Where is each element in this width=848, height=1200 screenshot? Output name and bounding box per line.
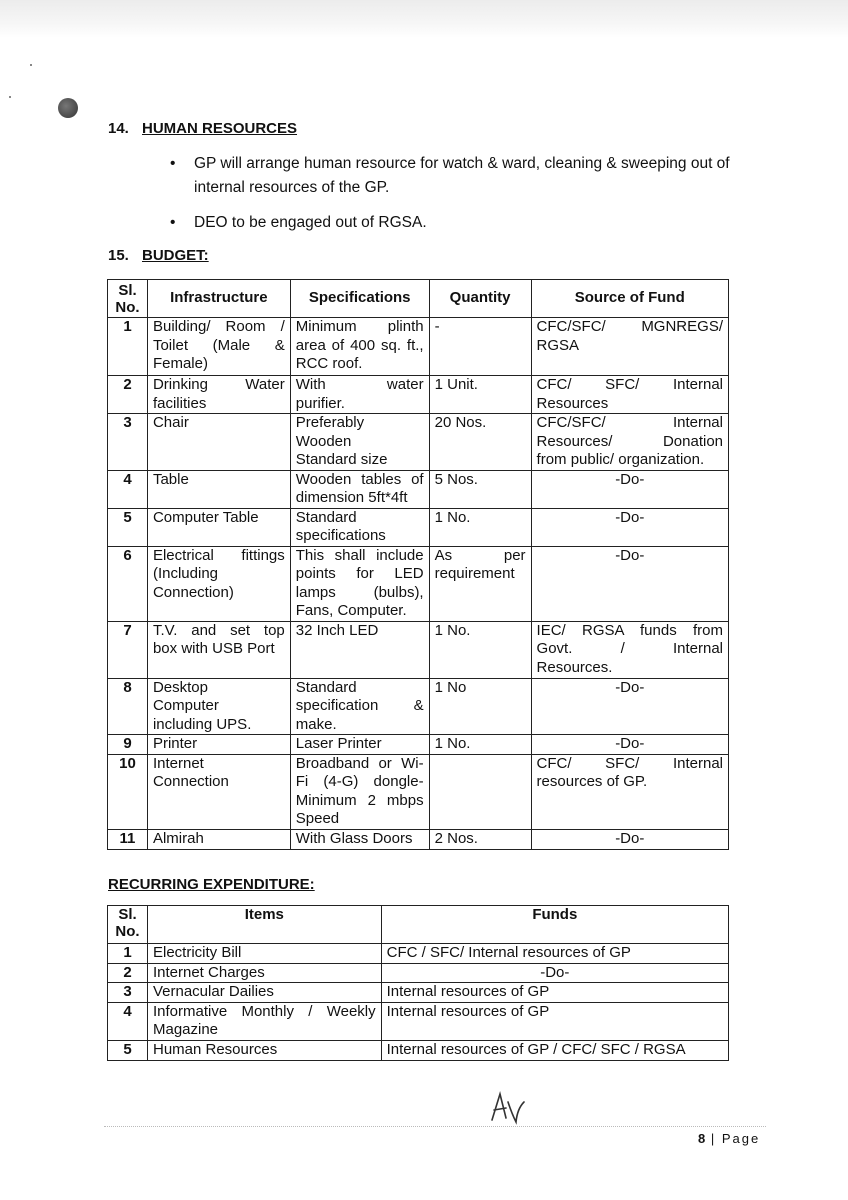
cell-fund: [531, 546, 728, 621]
cell-line: IEC/ RGSA funds from: [536, 621, 723, 639]
cell-fund: [531, 754, 728, 829]
cell-line: Resources.: [536, 658, 613, 676]
cell-infra: [147, 735, 290, 755]
cell-funds: Internal resources of GP / CFC/ SFC / RGSA: [381, 1040, 728, 1060]
page-number: 8: [698, 1131, 706, 1146]
cell-line: Wooden tables of: [295, 470, 424, 488]
cell-line: Almirah: [152, 829, 204, 847]
cell-qty: [429, 318, 531, 376]
cell-infra: [147, 470, 290, 508]
header-sl-no: Sl. No.: [108, 906, 148, 944]
cell-sl-no: 4: [108, 1002, 148, 1040]
page-label: | Page: [710, 1131, 761, 1146]
table-row: [108, 1040, 729, 1060]
cell-fund: [531, 735, 728, 755]
cell-line: Fi (4-G) dongle-: [295, 773, 424, 790]
section-14-heading: [108, 120, 297, 137]
cell-line: 20 Nos.: [434, 414, 487, 431]
cell-sl-no: 3: [108, 414, 148, 471]
cell-spec: [290, 508, 429, 546]
cell-line: -Do-: [615, 678, 645, 696]
cell-fund: [531, 621, 728, 678]
table-row: [108, 944, 729, 964]
cell-line: Internet Charges: [152, 963, 265, 981]
cell-line: Resources: [536, 394, 609, 412]
cell-line: This shall include: [295, 546, 424, 564]
cell-line: Wooden: [295, 432, 352, 450]
cell-infra: [147, 414, 290, 471]
cell-line: lamps (bulbs),: [295, 583, 424, 601]
table-row: [108, 470, 729, 508]
header-specifications: Specifications: [290, 280, 429, 318]
cell-fund: [531, 508, 728, 546]
bullet-icon: •: [170, 155, 176, 172]
cell-line: resources of GP.: [536, 773, 648, 790]
cell-line: Internet: [152, 754, 204, 772]
table-row: [108, 963, 729, 983]
cell-line: -Do-: [615, 470, 645, 488]
bullet-text: DEO to be engaged out of RGSA.: [194, 214, 427, 231]
cell-line: Minimum 2 mbps: [295, 791, 424, 809]
cell-sl-no: 11: [108, 829, 148, 849]
cell-fund: [531, 318, 728, 376]
cell-line: Govt. / Internal: [536, 640, 723, 657]
cell-line: -Do-: [615, 546, 645, 564]
cell-spec: [290, 470, 429, 508]
bullet-text: GP will arrange human resource for watch & ward, cleaning & sweeping out of: [194, 155, 730, 172]
cell-line: Desktop: [152, 678, 208, 696]
cell-line: 32 Inch LED: [295, 621, 379, 639]
footer-divider: [104, 1126, 766, 1127]
cell-infra: [147, 508, 290, 546]
cell-sl-no: 6: [108, 546, 148, 621]
section-title: HUMAN RESOURCES: [142, 120, 298, 137]
cell-qty: [429, 546, 531, 621]
cell-line: Chair: [152, 414, 189, 431]
section-number: 15.: [108, 247, 129, 264]
cell-line: With water: [295, 376, 424, 393]
cell-line: CFC/SFC/ MGNREGS/: [536, 318, 723, 335]
cell-qty: [429, 508, 531, 546]
cell-sl-no: 9: [108, 735, 148, 755]
cell-line: from public/ organization.: [536, 451, 705, 468]
table-row: [108, 621, 729, 678]
cell-line: Computer: [152, 697, 219, 714]
cell-infra: [147, 546, 290, 621]
cell-spec: [290, 621, 429, 678]
cell-qty: [429, 678, 531, 735]
cell-line: CFC/ SFC/ Internal: [536, 754, 723, 772]
cell-line: As per: [434, 546, 526, 564]
cell-sl-no: 1: [108, 944, 148, 964]
cell-line: Toilet (Male &: [152, 336, 285, 354]
signature-mark: [484, 1088, 528, 1128]
cell-line: 2 Nos.: [434, 829, 478, 847]
cell-line: Building/ Room /: [152, 318, 285, 335]
table-row: [108, 735, 729, 755]
cell-line: Vernacular Dailies: [152, 983, 274, 1000]
table-row: [108, 318, 729, 376]
cell-line: Connection: [152, 773, 229, 790]
cell-line: Laser Printer: [295, 735, 382, 752]
cell-line: Printer: [152, 735, 198, 752]
cell-line: CFC/ SFC/ Internal: [536, 376, 723, 393]
cell-line: CFC/SFC/ Internal: [536, 414, 723, 431]
cell-line: dimension 5ft*4ft: [295, 489, 408, 506]
cell-qty: [429, 754, 531, 829]
cell-spec: [290, 678, 429, 735]
cell-spec: [290, 829, 429, 849]
cell-line: Drinking Water: [152, 376, 285, 393]
cell-line: Broadband or Wi-: [295, 754, 424, 772]
cell-infra: [147, 376, 290, 414]
cell-spec: [290, 735, 429, 755]
cell-line: specification &: [295, 697, 424, 714]
header-infrastructure: Infrastructure: [147, 280, 290, 318]
cell-line: points for LED: [295, 565, 424, 582]
cell-line: Speed: [295, 810, 340, 827]
cell-sl-no: 3: [108, 983, 148, 1003]
cell-line: Resources/ Donation: [536, 432, 723, 450]
cell-sl-no: 5: [108, 1040, 148, 1060]
section-number: 14.: [108, 120, 129, 137]
cell-sl-no: 7: [108, 621, 148, 678]
cell-qty: [429, 735, 531, 755]
table-row: [108, 678, 729, 735]
cell-infra: [147, 621, 290, 678]
cell-fund: [531, 470, 728, 508]
cell-line: Table: [152, 470, 189, 488]
cell-line: (Including: [152, 565, 219, 582]
cell-line: Computer Table: [152, 508, 259, 526]
cell-spec: [290, 318, 429, 376]
cell-line: specifications: [295, 527, 386, 544]
cell-sl-no: 2: [108, 963, 148, 983]
cell-line: area of 400 sq. ft.,: [295, 336, 424, 354]
cell-line: Magazine: [152, 1021, 219, 1038]
recurring-heading: [108, 876, 315, 893]
cell-infra: [147, 318, 290, 376]
cell-line: -Do-: [615, 735, 645, 752]
cell-infra: [147, 829, 290, 849]
cell-spec: [290, 414, 429, 471]
scan-speck: [9, 96, 11, 98]
cell-line: -Do-: [615, 508, 645, 526]
section-15-heading: [108, 247, 209, 264]
cell-sl-no: 10: [108, 754, 148, 829]
header-sl-no: Sl. No.: [108, 280, 148, 318]
cell-items: [147, 983, 381, 1003]
cell-funds: -Do-: [381, 963, 728, 983]
cell-line: Connection): [152, 583, 234, 601]
cell-line: 1 No.: [434, 508, 471, 526]
cell-line: purifier.: [295, 394, 345, 412]
cell-qty: [429, 470, 531, 508]
recurring-title: RECURRING EXPENDITURE:: [108, 876, 315, 893]
cell-items: [147, 963, 381, 983]
cell-funds: Internal resources of GP: [381, 983, 728, 1003]
cell-fund: [531, 678, 728, 735]
cell-fund: [531, 829, 728, 849]
cell-line: -: [434, 318, 440, 335]
cell-items: [147, 1002, 381, 1040]
cell-qty: [429, 414, 531, 471]
table-row: [108, 983, 729, 1003]
cell-line: With Glass Doors: [295, 829, 413, 847]
bullet-icon: •: [170, 214, 176, 231]
cell-line: RCC roof.: [295, 355, 363, 372]
cell-spec: [290, 754, 429, 829]
bullet-text: internal resources of the GP.: [194, 179, 390, 196]
cell-qty: [429, 621, 531, 678]
header-funds: Funds: [381, 906, 728, 944]
cell-line: Minimum plinth: [295, 318, 424, 335]
scan-speck: [30, 64, 32, 66]
cell-fund: [531, 414, 728, 471]
cell-line: Electricity Bill: [152, 944, 242, 961]
cell-line: Fans, Computer.: [295, 602, 407, 619]
cell-line: -Do-: [615, 829, 645, 847]
cell-line: Electrical fittings: [152, 546, 285, 564]
cell-items: [147, 1040, 381, 1060]
cell-line: T.V. and set top: [152, 621, 285, 639]
cell-fund: [531, 376, 728, 414]
cell-line: Human Resources: [152, 1040, 278, 1058]
cell-infra: [147, 678, 290, 735]
cell-spec: [290, 376, 429, 414]
cell-line: Standard: [295, 508, 357, 526]
punch-hole: [58, 98, 78, 118]
cell-line: facilities: [152, 394, 207, 412]
budget-table: [107, 279, 729, 850]
table-row: [108, 546, 729, 621]
cell-items: [147, 944, 381, 964]
cell-line: 1 Unit.: [434, 376, 478, 393]
cell-funds: CFC / SFC/ Internal resources of GP: [381, 944, 728, 964]
table-row: [108, 508, 729, 546]
header-source-of-fund: Source of Fund: [531, 280, 728, 318]
cell-line: Standard: [295, 678, 357, 696]
cell-qty: [429, 829, 531, 849]
cell-line: Preferably: [295, 414, 365, 431]
recurring-table: [107, 905, 729, 1061]
cell-spec: [290, 546, 429, 621]
cell-sl-no: 4: [108, 470, 148, 508]
cell-qty: [429, 376, 531, 414]
table-row: [108, 376, 729, 414]
section-title: BUDGET:: [142, 247, 209, 264]
cell-line: Female): [152, 355, 208, 372]
cell-infra: [147, 754, 290, 829]
cell-line: including UPS.: [152, 715, 252, 733]
cell-funds: Internal resources of GP: [381, 1002, 728, 1040]
table-row: [108, 754, 729, 829]
cell-line: 1 No.: [434, 621, 471, 639]
cell-line: requirement: [434, 565, 515, 582]
header-quantity: Quantity: [429, 280, 531, 318]
cell-line: make.: [295, 715, 337, 733]
cell-line: box with USB Port: [152, 640, 275, 657]
cell-sl-no: 1: [108, 318, 148, 376]
cell-sl-no: 5: [108, 508, 148, 546]
cell-line: RGSA: [536, 336, 580, 354]
page-footer: [698, 1131, 760, 1146]
cell-line: 1 No: [434, 678, 467, 696]
cell-line: Informative Monthly / Weekly: [152, 1002, 376, 1020]
scan-top-shade: [0, 0, 848, 38]
cell-line: 1 No.: [434, 735, 471, 752]
table-row: [108, 414, 729, 471]
cell-line: 5 Nos.: [434, 470, 478, 488]
header-items: Items: [147, 906, 381, 944]
cell-sl-no: 8: [108, 678, 148, 735]
table-row: [108, 829, 729, 849]
table-row: [108, 1002, 729, 1040]
cell-sl-no: 2: [108, 376, 148, 414]
cell-line: Standard size: [295, 451, 388, 468]
